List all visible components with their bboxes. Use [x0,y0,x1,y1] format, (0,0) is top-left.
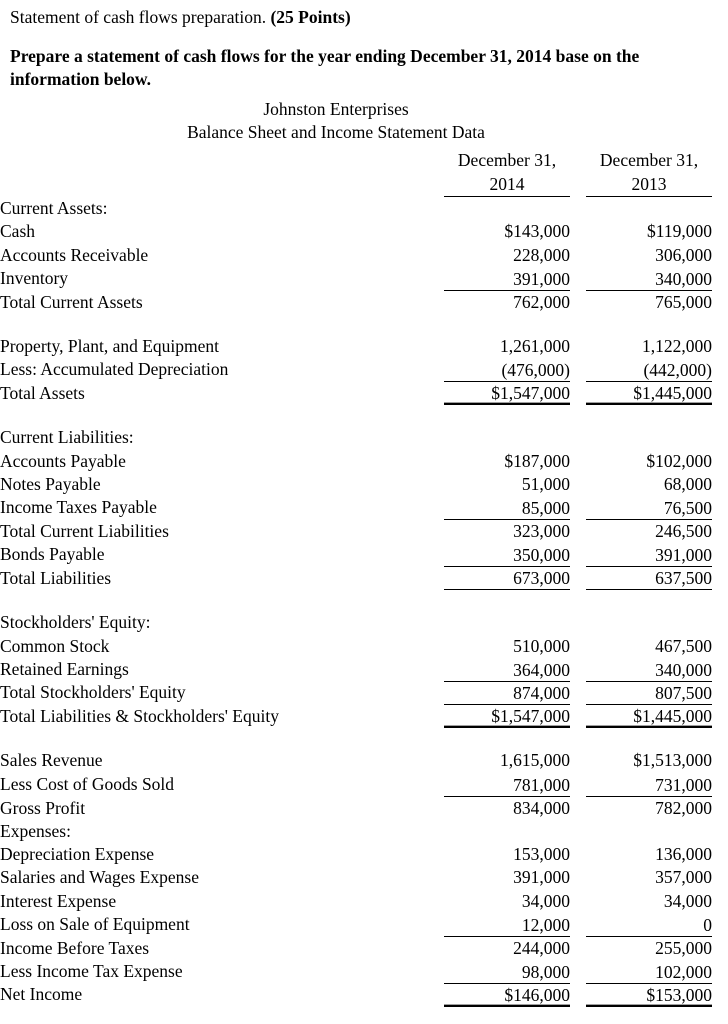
column-gap [570,335,586,358]
table-row [0,496,728,519]
value-empty [444,820,570,843]
total-current-assets-2013: 765,000 [655,291,712,312]
right-pad [712,936,728,960]
column-gap [570,796,586,820]
balance-sheet-income-table [0,149,728,1007]
right-pad [712,267,728,290]
net-income-2014: $146,000 [444,983,570,1006]
row-label-gross-profit: Gross Profit [0,797,86,818]
value-empty [586,611,712,634]
right-pad [712,290,728,314]
row-label-bonds-payable: Bonds Payable [0,544,105,565]
total-assets-2013: $1,445,000 [586,382,712,405]
ppe-2013: 1,122,000 [642,335,712,356]
row-label-net-income: Net Income [0,984,83,1005]
loss-on-sale-of-equipment-2013: 0 [586,913,712,936]
table-row [0,890,728,913]
table-row [0,220,728,243]
column-gap [570,705,586,728]
net-income-2013: $153,000 [586,983,712,1006]
table-row [0,960,728,983]
row-label-cash: Cash [0,221,35,242]
right-pad [712,635,728,658]
right-pad [712,913,728,936]
column-gap [570,960,586,983]
row-label-cost-of-goods-sold: Less Cost of Goods Sold [0,773,175,794]
row-label-income-tax-expense: Less Income Tax Expense [0,961,183,982]
row-label-salaries-wages-expense: Salaries and Wages Expense [0,867,199,888]
income-before-taxes-2013: 255,000 [655,937,712,958]
column-gap [570,496,586,519]
table-row [0,244,728,267]
retained-earnings-2014: 364,000 [444,658,570,681]
right-pad [712,543,728,566]
inventory-2013: 340,000 [586,267,712,290]
row-label-total-stockholders-equity: Total Stockholders' Equity [0,682,186,703]
cost-of-goods-sold-2013: 731,000 [586,773,712,796]
common-stock-2013: 467,500 [655,635,712,656]
total-current-liabilities-2013: 246,500 [655,521,712,542]
table-row [0,543,728,566]
column-gap [570,267,586,290]
table-row [0,705,728,728]
column-gap [570,658,586,681]
row-expenses-header [0,820,728,843]
company-name: Johnston Enterprises [263,98,409,119]
column-gap [570,890,586,913]
table-row [0,567,728,590]
retained-earnings-2013: 340,000 [586,658,712,681]
row-label-depreciation-expense: Depreciation Expense [0,844,155,865]
column-gap [570,936,586,960]
interest-expense-2014: 34,000 [521,890,570,911]
table-row [0,520,728,544]
column-gap [570,681,586,704]
exercise-title-text: Statement of cash flows preparation. [10,7,271,27]
table-row [0,866,728,889]
total-current-liabilities-2014: 323,000 [513,521,570,542]
column-gap [570,635,586,658]
right-pad [712,426,728,449]
column-header-row-line2 [0,173,728,197]
section-spacer [0,728,728,750]
salaries-wages-expense-2014: 391,000 [513,867,570,888]
value-empty [444,196,570,220]
right-pad [712,196,728,220]
table-row [0,635,728,658]
income-tax-expense-2014: 98,000 [444,960,570,983]
income-taxes-payable-2013: 76,500 [586,496,712,519]
column-gap [570,866,586,889]
points-badge: (25 Points) [270,7,351,27]
right-pad [712,960,728,983]
row-label-notes-payable: Notes Payable [0,473,101,494]
row-label-ppe: Property, Plant, and Equipment [0,335,220,356]
section-header-stockholders-equity: Stockholders' Equity: [0,612,151,633]
right-pad [712,681,728,704]
table-row [0,335,728,358]
table-row [0,983,728,1006]
column-gap [570,820,586,843]
loss-on-sale-of-equipment-2014: 12,000 [444,913,570,936]
salaries-wages-expense-2013: 357,000 [655,867,712,888]
total-stockholders-equity-2013: 807,500 [586,681,712,704]
notes-payable-2013: 68,000 [663,473,712,494]
accumulated-depreciation-2013: (442,000) [586,358,712,381]
table-row [0,843,728,866]
right-pad [712,382,728,405]
total-liabilities-and-equity-2014: $1,547,000 [444,705,570,728]
section-header-current-liabilities: Current Liabilities: [0,427,134,448]
cash-2013: $119,000 [647,221,712,242]
right-pad [712,496,728,519]
table-row [0,290,728,314]
interest-expense-2013: 34,000 [663,890,712,911]
value-empty [444,611,570,634]
notes-payable-2014: 51,000 [521,473,570,494]
row-label-accumulated-depreciation: Less: Accumulated Depreciation [0,359,229,380]
row-current-assets-header [0,196,728,220]
right-pad [712,749,728,772]
value-empty [586,426,712,449]
table-row [0,749,728,772]
section-spacer [0,590,728,612]
column-gap [570,749,586,772]
column-gap [570,473,586,496]
right-pad [712,705,728,728]
table-row [0,681,728,704]
total-current-assets-2014: 762,000 [513,291,570,312]
table-row [0,936,728,960]
section-header-expenses: Expenses: [0,820,71,841]
column-gap [570,543,586,566]
value-empty [586,196,712,220]
section-spacer [0,314,728,335]
column-gap [570,983,586,1006]
depreciation-expense-2013: 136,000 [655,844,712,865]
right-pad [712,220,728,243]
row-label-income-before-taxes: Income Before Taxes [0,937,150,958]
row-label-total-current-liabilities: Total Current Liabilities [0,521,169,542]
column-gap [570,426,586,449]
row-label-income-taxes-payable: Income Taxes Payable [0,497,157,518]
cost-of-goods-sold-2014: 781,000 [444,773,570,796]
total-liabilities-2013: 637,500 [586,567,712,590]
sales-revenue-2013: $1,513,000 [633,750,712,771]
row-label-total-current-assets: Total Current Assets [0,291,143,312]
value-empty [444,426,570,449]
exercise-instruction: Prepare a statement of cash flows for the year ending December 31, 2014 base on the information below. [10,46,640,90]
right-pad [712,890,728,913]
ppe-2014: 1,261,000 [500,335,570,356]
row-label-inventory: Inventory [0,267,69,288]
col-2014-header-line1: December 31, [457,150,557,171]
accounts-payable-2013: $102,000 [646,450,712,471]
right-pad [712,473,728,496]
value-empty [586,820,712,843]
gross-profit-2013: 782,000 [655,797,712,818]
right-pad [712,567,728,590]
statement-subtitle: Balance Sheet and Income Statement Data [187,121,485,142]
table-row [0,267,728,290]
empty-cell [0,149,444,172]
table-row [0,773,728,796]
section-spacer [0,405,728,427]
row-label-accounts-payable: Accounts Payable [0,450,126,471]
table-row [0,358,728,381]
table-row [0,382,728,405]
income-taxes-payable-2014: 85,000 [444,496,570,519]
sales-revenue-2014: 1,615,000 [500,750,570,771]
accumulated-depreciation-2014: (476,000) [444,358,570,381]
bonds-payable-2014: 350,000 [444,543,570,566]
column-gap [570,520,586,544]
column-gap [570,843,586,866]
total-stockholders-equity-2014: 874,000 [444,681,570,704]
table-row [0,473,728,496]
column-header-row-line1 [0,149,728,172]
row-current-liabilities-header [0,426,728,449]
right-pad [712,358,728,381]
accounts-receivable-2013: 306,000 [655,244,712,265]
right-pad [712,796,728,820]
prompt-block [0,0,728,91]
income-before-taxes-2014: 244,000 [513,937,570,958]
row-label-retained-earnings: Retained Earnings [0,659,129,680]
table-row [0,796,728,820]
total-assets-2014: $1,547,000 [444,382,570,405]
common-stock-2014: 510,000 [513,635,570,656]
row-label-common-stock: Common Stock [0,635,110,656]
column-gap [570,450,586,473]
bonds-payable-2013: 391,000 [586,543,712,566]
column-gap [570,173,586,197]
right-pad [712,335,728,358]
right-pad [712,611,728,634]
row-label-sales-revenue: Sales Revenue [0,750,103,771]
right-pad [712,773,728,796]
gross-profit-2014: 834,000 [513,797,570,818]
right-pad [712,244,728,267]
right-pad [712,149,728,172]
row-label-total-assets: Total Assets [0,382,85,403]
row-label-interest-expense: Interest Expense [0,890,117,911]
right-pad [712,450,728,473]
accounts-receivable-2014: 228,000 [513,244,570,265]
section-header-current-assets: Current Assets: [0,197,108,218]
column-gap [570,220,586,243]
right-pad [712,658,728,681]
right-pad [712,173,728,197]
column-gap [570,773,586,796]
column-gap [570,611,586,634]
right-pad [712,983,728,1006]
income-tax-expense-2013: 102,000 [586,960,712,983]
empty-cell [0,173,444,197]
depreciation-expense-2014: 153,000 [513,844,570,865]
row-label-total-liabilities: Total Liabilities [0,567,112,588]
column-gap [570,382,586,405]
column-gap [570,358,586,381]
column-gap [570,567,586,590]
right-pad [712,843,728,866]
column-gap [570,244,586,267]
col-2013-header-line1: December 31, [599,150,699,171]
table-row [0,450,728,473]
table-row [0,913,728,936]
statement-heading [0,98,728,144]
col-2014-header-year: 2014 [444,173,570,197]
cash-2014: $143,000 [504,221,570,242]
col-2013-header-year: 2013 [586,173,712,197]
total-liabilities-2014: 673,000 [444,567,570,590]
column-gap [570,196,586,220]
row-stockholders-equity-header [0,611,728,634]
inventory-2014: 391,000 [444,267,570,290]
row-label-loss-on-sale-of-equipment: Loss on Sale of Equipment [0,914,190,934]
table-row [0,658,728,681]
right-pad [712,520,728,544]
column-gap [570,913,586,936]
row-label-accounts-receivable: Accounts Receivable [0,244,149,265]
accounts-payable-2014: $187,000 [504,450,570,471]
column-gap [570,149,586,172]
column-gap [570,290,586,314]
row-label-total-liabilities-and-equity: Total Liabilities & Stockholders' Equity [0,705,279,726]
right-pad [712,866,728,889]
total-liabilities-and-equity-2013: $1,445,000 [586,705,712,728]
right-pad [712,820,728,843]
exercise-title [10,6,714,28]
